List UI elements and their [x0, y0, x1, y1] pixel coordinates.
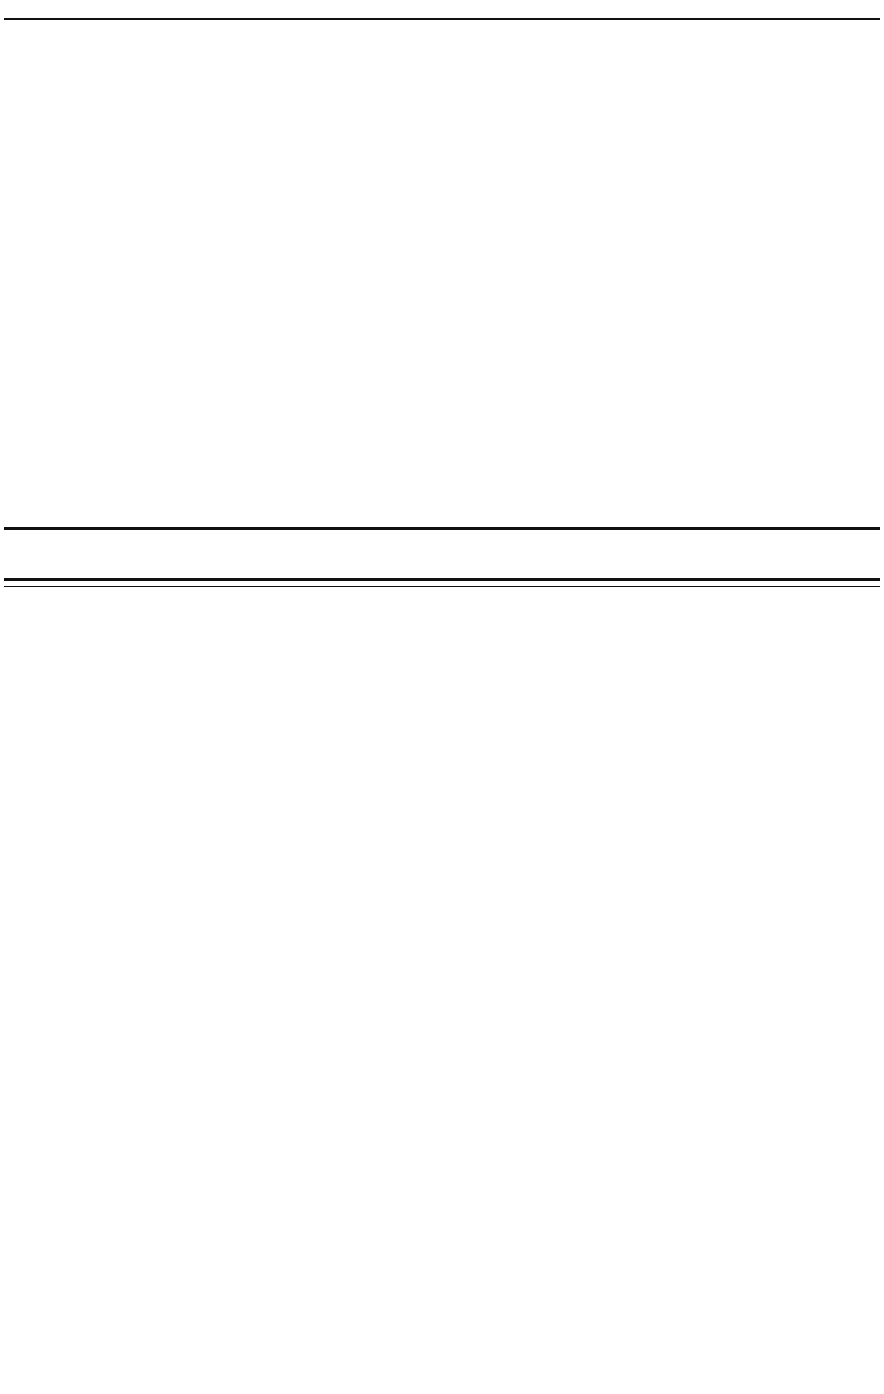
deadline-bar	[4, 576, 880, 587]
help-wanted-section	[4, 22, 880, 522]
service-guide-section	[4, 590, 880, 1386]
guide-banner	[4, 527, 880, 581]
page-header	[4, 2, 880, 20]
